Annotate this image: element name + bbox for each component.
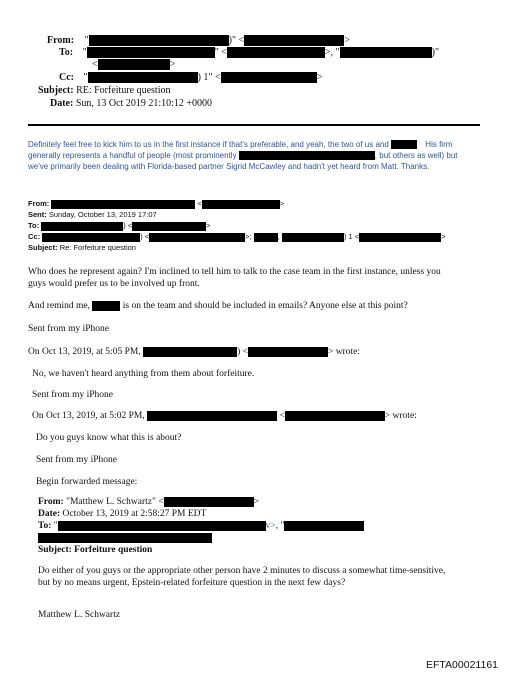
sent-from-iphone-3: Sent from my iPhone: [36, 455, 118, 465]
header-from-label: From:: [47, 35, 75, 46]
reply-line-1: Definitely feel free to kick him to us in the first instance if that's preferable, and yeah, the two of us and His firm: [28, 140, 453, 149]
redaction: [285, 411, 385, 421]
fwd-to-row-2: [38, 532, 212, 544]
redaction: [340, 47, 432, 58]
header-subject-value: RE: Forfeiture question: [76, 85, 171, 96]
header-to-label: To:: [59, 47, 74, 58]
header-subject-label: Subject:: [38, 85, 74, 96]
header-to-row-2: < >: [92, 59, 176, 70]
header-from-row: From: " )" < >: [47, 35, 350, 46]
redaction: [254, 233, 278, 242]
redaction: [227, 47, 325, 58]
header-date-row: [50, 98, 212, 110]
redaction: [202, 200, 280, 209]
redaction: [391, 140, 417, 149]
redaction: [42, 233, 140, 242]
quote-header-1: On Oct 13, 2019, at 5:05 PM, ) < > wrote:: [28, 347, 360, 357]
redaction: [248, 347, 328, 357]
redaction: [239, 151, 375, 160]
redaction: [244, 35, 344, 46]
sent-from-iphone-2: Sent from my iPhone: [32, 390, 114, 400]
redaction: [149, 233, 245, 242]
msg2-to-row: To: ) < >: [28, 221, 211, 230]
redaction: [92, 301, 120, 311]
redaction: [38, 533, 212, 543]
reply-paragraph: [28, 139, 490, 172]
redaction: [51, 200, 195, 209]
reply-line-2: generally represents a handful of people (most prominently , but others as well) but: [28, 151, 458, 160]
redaction: [164, 497, 254, 507]
fwd-from-row: From: "Matthew L. Schwartz" < >: [38, 497, 259, 507]
fwd-body: Do either of you guys or the appropriate other person have 2 minutes to discuss a somewhat time-sensitive, but by no means urgent, Epstein-related forfeiture question in the next few days?: [38, 566, 446, 588]
header-cc-label: Cc:: [59, 72, 74, 83]
header-date-value: Sun, 13 Oct 2019 21:10:12 +0000: [75, 98, 213, 109]
redaction: [98, 59, 170, 70]
redaction: [41, 222, 123, 231]
redaction: [359, 233, 441, 242]
fwd-email-link[interactable]: v>: [265, 521, 276, 531]
redaction: [132, 222, 206, 231]
header-subject-row: [38, 85, 171, 97]
sent-from-iphone-1: Sent from my iPhone: [28, 324, 110, 334]
begin-forwarded: Begin forwarded message:: [36, 477, 138, 487]
msg2-subject-row: Subject: Re: Forfeiture question: [28, 243, 136, 252]
header-cc-row: Cc: " ) 1" < >: [59, 72, 323, 83]
redaction: [58, 521, 266, 531]
fwd-subject-row: Subject: Forfeiture question: [38, 545, 153, 555]
msg2-sent-row: Sent: Sunday, October 13, 2019 17:07: [28, 210, 157, 219]
header-cc-suffix: ) 1" <: [197, 72, 221, 83]
signature: Matthew L. Schwartz: [38, 610, 121, 620]
bates-number: EFTA00021161: [426, 659, 498, 671]
header-date-label: Date:: [50, 98, 74, 109]
redaction: [87, 47, 215, 58]
body-paragraph-1: Who does he represent again? I'm inclined to tell him to talk to the case team in the first instance, unless you guys would prefer us to be involved up front.: [28, 267, 441, 289]
redaction: [282, 233, 344, 242]
body-paragraph-2: And remind me, is on the team and should be included in emails? Anyone else at this point?: [28, 301, 408, 311]
header-divider: [28, 124, 480, 126]
msg2-from-row: From: < >: [28, 199, 285, 208]
quote-header-2: On Oct 13, 2019, at 5:02 PM, < > wrote:: [32, 411, 417, 421]
redaction: [147, 411, 277, 421]
header-to-row: To: " " < >, " )": [59, 47, 440, 58]
fwd-date-row: Date: October 13, 2019 at 2:58:27 PM EDT: [38, 509, 207, 519]
redaction: [88, 72, 198, 83]
redaction: [143, 347, 237, 357]
msg2-cc-row: Cc: ) < >; , ) 1 < >: [28, 232, 446, 241]
redaction: [284, 521, 364, 531]
redaction: [89, 35, 229, 46]
quote-2-text: Do you guys know what this is about?: [36, 433, 182, 443]
quote-1-text: No, we haven't heard anything from them about forfeiture.: [32, 369, 255, 379]
reply-line-3: we've primarily been dealing with Florida-based partner Sigrid McCawley and hadn't yet heard from Matt. Thanks.: [28, 162, 430, 171]
fwd-to-row: To: " v>, ": [38, 520, 364, 532]
redaction: [221, 72, 317, 83]
